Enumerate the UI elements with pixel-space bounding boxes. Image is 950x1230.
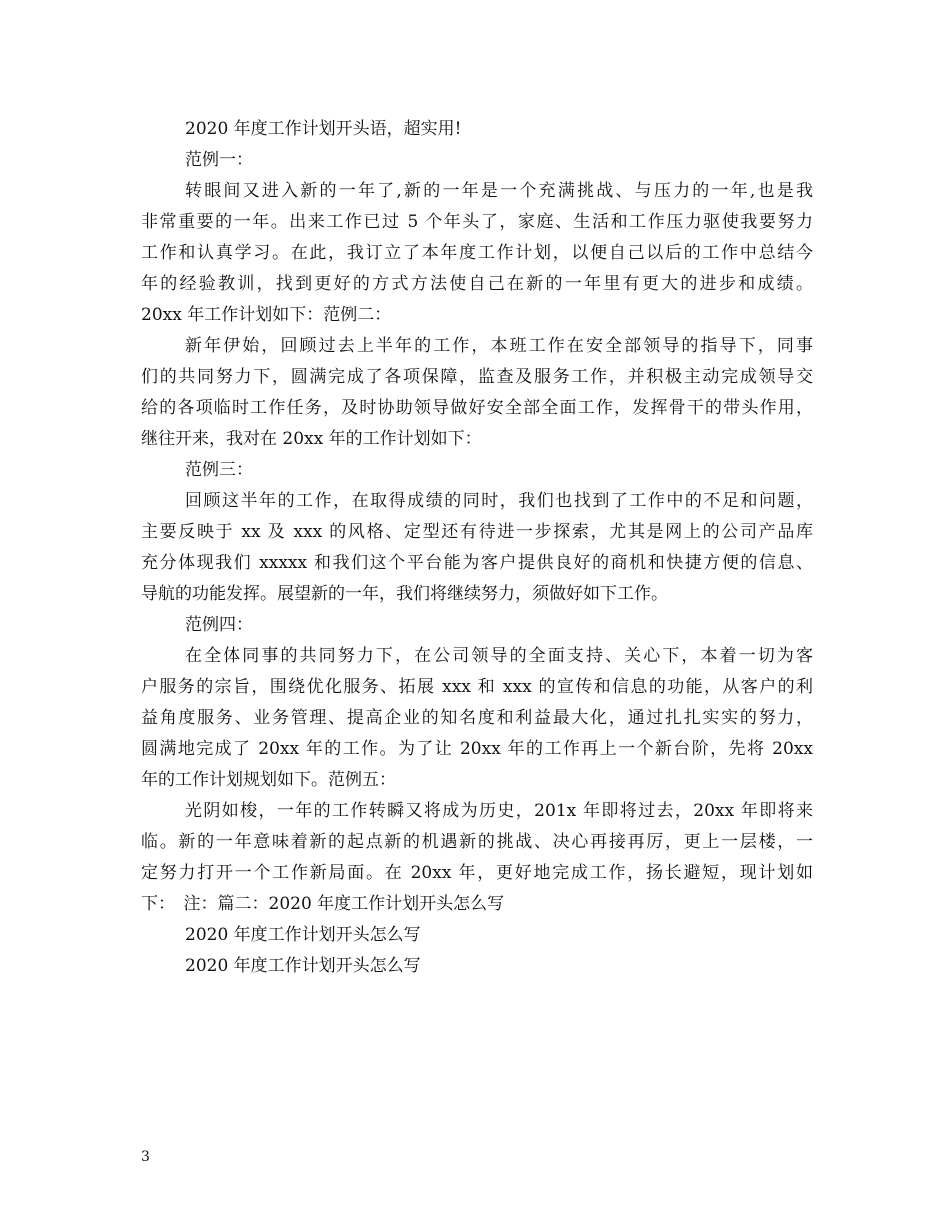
paragraph-line: 新年伊始，回顾过去上半年的工作，本班工作在安全部领导的指导下，同事 bbox=[185, 336, 813, 356]
section-heading-example-4: 范例四： bbox=[185, 615, 253, 635]
paragraph-line: 圆满地完成了 20xx 年的工作。为了让 20xx 年的工作再上一个新台阶，先将 20xx bbox=[141, 739, 813, 759]
paragraph-line: 在全体同事的共同努力下，在公司领导的全面支持、关心下，本着一切为客 bbox=[185, 646, 813, 666]
paragraph-line: 继往开来，我对在 20xx 年的工作计划如下： bbox=[141, 429, 482, 449]
paragraph-line: 下： 注：篇二：2020 年度工作计划开头怎么写 bbox=[141, 894, 505, 914]
paragraph-line: 年的工作计划规划如下。范例五： bbox=[141, 770, 396, 790]
subheading-line: 2020 年度工作计划开头怎么写 bbox=[185, 925, 421, 945]
subheading-line: 2020 年度工作计划开头怎么写 bbox=[185, 956, 421, 976]
section-heading-example-1: 范例一： bbox=[185, 150, 253, 170]
paragraph-line: 光阴如梭，一年的工作转瞬又将成为历史，201x 年即将过去，20xx 年即将来 bbox=[185, 801, 813, 821]
paragraph-line: 非常重要的一年。出来工作已过 5 个年头了，家庭、生活和工作压力驱使我要努力 bbox=[141, 212, 813, 232]
paragraph-line: 定努力打开一个工作新局面。在 20xx 年，更好地完成工作，扬长避短，现计划如 bbox=[141, 863, 813, 883]
paragraph-line: 20xx 年工作计划如下：范例二： bbox=[141, 305, 392, 325]
paragraph-line: 转眼间又进入新的一年了,新的一年是一个充满挑战、与压力的一年,也是我 bbox=[185, 181, 813, 201]
paragraph-line: 主要反映于 xx 及 xxx 的风格、定型还有待进一步探索，尤其是网上的公司产品库 bbox=[141, 522, 813, 542]
paragraph-line: 户服务的宗旨，围绕优化服务、拓展 xxx 和 xxx 的宣传和信息的功能，从客户的利 bbox=[141, 677, 813, 697]
document-body bbox=[141, 114, 813, 982]
paragraph-line: 工作和认真学习。在此，我订立了本年度工作计划，以便自己以后的工作中总结今 bbox=[141, 243, 813, 263]
paragraph-line: 年的经验教训，找到更好的方式方法使自己在新的一年里有更大的进步和成绩。 bbox=[141, 274, 813, 294]
page-number: 3 bbox=[141, 1149, 150, 1165]
section-heading-example-3: 范例三： bbox=[185, 460, 253, 480]
paragraph-line: 们的共同努力下，圆满完成了各项保障，监查及服务工作，并积极主动完成领导交 bbox=[141, 367, 813, 387]
paragraph-line: 益角度服务、业务管理、提高企业的知名度和利益最大化，通过扎扎实实的努力， bbox=[141, 708, 813, 728]
document-title-line: 2020 年度工作计划开头语，超实用! bbox=[185, 119, 462, 139]
paragraph-line: 给的各项临时工作任务，及时协助领导做好安全部全面工作，发挥骨干的带头作用， bbox=[141, 398, 813, 418]
paragraph-line: 充分体现我们 xxxxx 和我们这个平台能为客户提供良好的商机和快捷方便的信息、 bbox=[141, 553, 813, 573]
paragraph-line: 导航的功能发挥。展望新的一年，我们将继续努力，须做好如下工作。 bbox=[141, 584, 668, 604]
paragraph-line: 临。新的一年意味着新的起点新的机遇新的挑战、决心再接再厉，更上一层楼，一 bbox=[141, 832, 813, 852]
paragraph-line: 回顾这半年的工作，在取得成绩的同时，我们也找到了工作中的不足和问题， bbox=[185, 491, 813, 511]
